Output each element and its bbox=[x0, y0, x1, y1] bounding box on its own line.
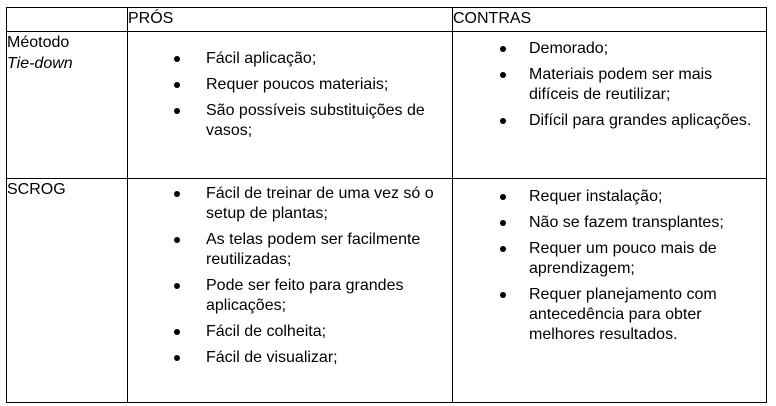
list-item-text: Fácil aplicação; bbox=[206, 50, 317, 67]
bullet-icon bbox=[500, 118, 506, 124]
bullet-icon bbox=[174, 329, 180, 335]
header-cons: CONTRAS bbox=[453, 8, 767, 32]
list-item-text: Requer poucos materiais; bbox=[206, 76, 389, 93]
bullet-icon bbox=[500, 46, 506, 52]
bullet-icon bbox=[500, 72, 506, 78]
method-subname: Tie-down bbox=[7, 55, 73, 72]
list-item bbox=[206, 101, 444, 141]
header-row bbox=[7, 8, 767, 32]
cons-list bbox=[453, 187, 766, 345]
list-item bbox=[206, 230, 444, 270]
pros-cell bbox=[128, 32, 453, 179]
list-item-text: Difícil para grandes aplicações. bbox=[529, 112, 752, 129]
bullet-icon bbox=[174, 237, 180, 243]
method-name: SCROG bbox=[7, 181, 66, 198]
list-item bbox=[206, 348, 444, 368]
list-item-text: Pode ser feito para grandes aplicações; bbox=[206, 277, 404, 314]
list-item-text: Materiais podem ser mais difíceis de reutilizar; bbox=[529, 66, 713, 103]
pros-cell bbox=[128, 179, 453, 403]
list-item bbox=[206, 75, 444, 95]
bullet-icon bbox=[500, 292, 506, 298]
list-item-text: Requer um pouco mais de aprendizagem; bbox=[529, 240, 717, 277]
header-pros: PRÓS bbox=[128, 8, 453, 32]
cons-cell bbox=[453, 32, 767, 179]
list-item bbox=[529, 187, 758, 207]
cons-list bbox=[453, 39, 766, 131]
bullet-icon bbox=[174, 82, 180, 88]
bullet-icon bbox=[174, 191, 180, 197]
header-method bbox=[7, 8, 128, 32]
list-item-text: Demorado; bbox=[529, 40, 609, 57]
bullet-icon bbox=[500, 194, 506, 200]
table-row bbox=[7, 32, 767, 179]
bullet-icon bbox=[174, 56, 180, 62]
list-item bbox=[529, 65, 758, 105]
bullet-icon bbox=[174, 283, 180, 289]
list-item-text: Fácil de visualizar; bbox=[206, 349, 338, 366]
table-row bbox=[7, 179, 767, 403]
list-item bbox=[529, 239, 758, 279]
method-name: Méotodo bbox=[7, 34, 70, 51]
cons-cell bbox=[453, 179, 767, 403]
list-item-text: São possíveis substituições de vasos; bbox=[206, 102, 425, 139]
list-item-text: Requer planejamento com antecedência para obter melhores resultados. bbox=[529, 286, 717, 343]
list-item-text: Requer instalação; bbox=[529, 188, 663, 205]
pros-list bbox=[128, 184, 452, 368]
bullet-icon bbox=[174, 355, 180, 361]
list-item bbox=[206, 184, 444, 224]
list-item bbox=[206, 322, 444, 342]
bullet-icon bbox=[500, 220, 506, 226]
list-item-text: Não se fazem transplantes; bbox=[529, 214, 724, 231]
list-item bbox=[529, 39, 758, 59]
comparison-table bbox=[6, 7, 767, 403]
bullet-icon bbox=[500, 246, 506, 252]
list-item bbox=[206, 276, 444, 316]
method-cell bbox=[7, 179, 128, 403]
list-item bbox=[529, 285, 758, 345]
list-item bbox=[529, 213, 758, 233]
bullet-icon bbox=[174, 108, 180, 114]
list-item bbox=[529, 111, 758, 131]
list-item-text: Fácil de colheita; bbox=[206, 323, 327, 340]
list-item-text: Fácil de treinar de uma vez só o setup de plantas; bbox=[206, 185, 434, 222]
list-item bbox=[206, 49, 444, 69]
method-cell bbox=[7, 32, 128, 179]
pros-list bbox=[128, 49, 452, 141]
list-item-text: As telas podem ser facilmente reutilizadas; bbox=[206, 231, 421, 268]
